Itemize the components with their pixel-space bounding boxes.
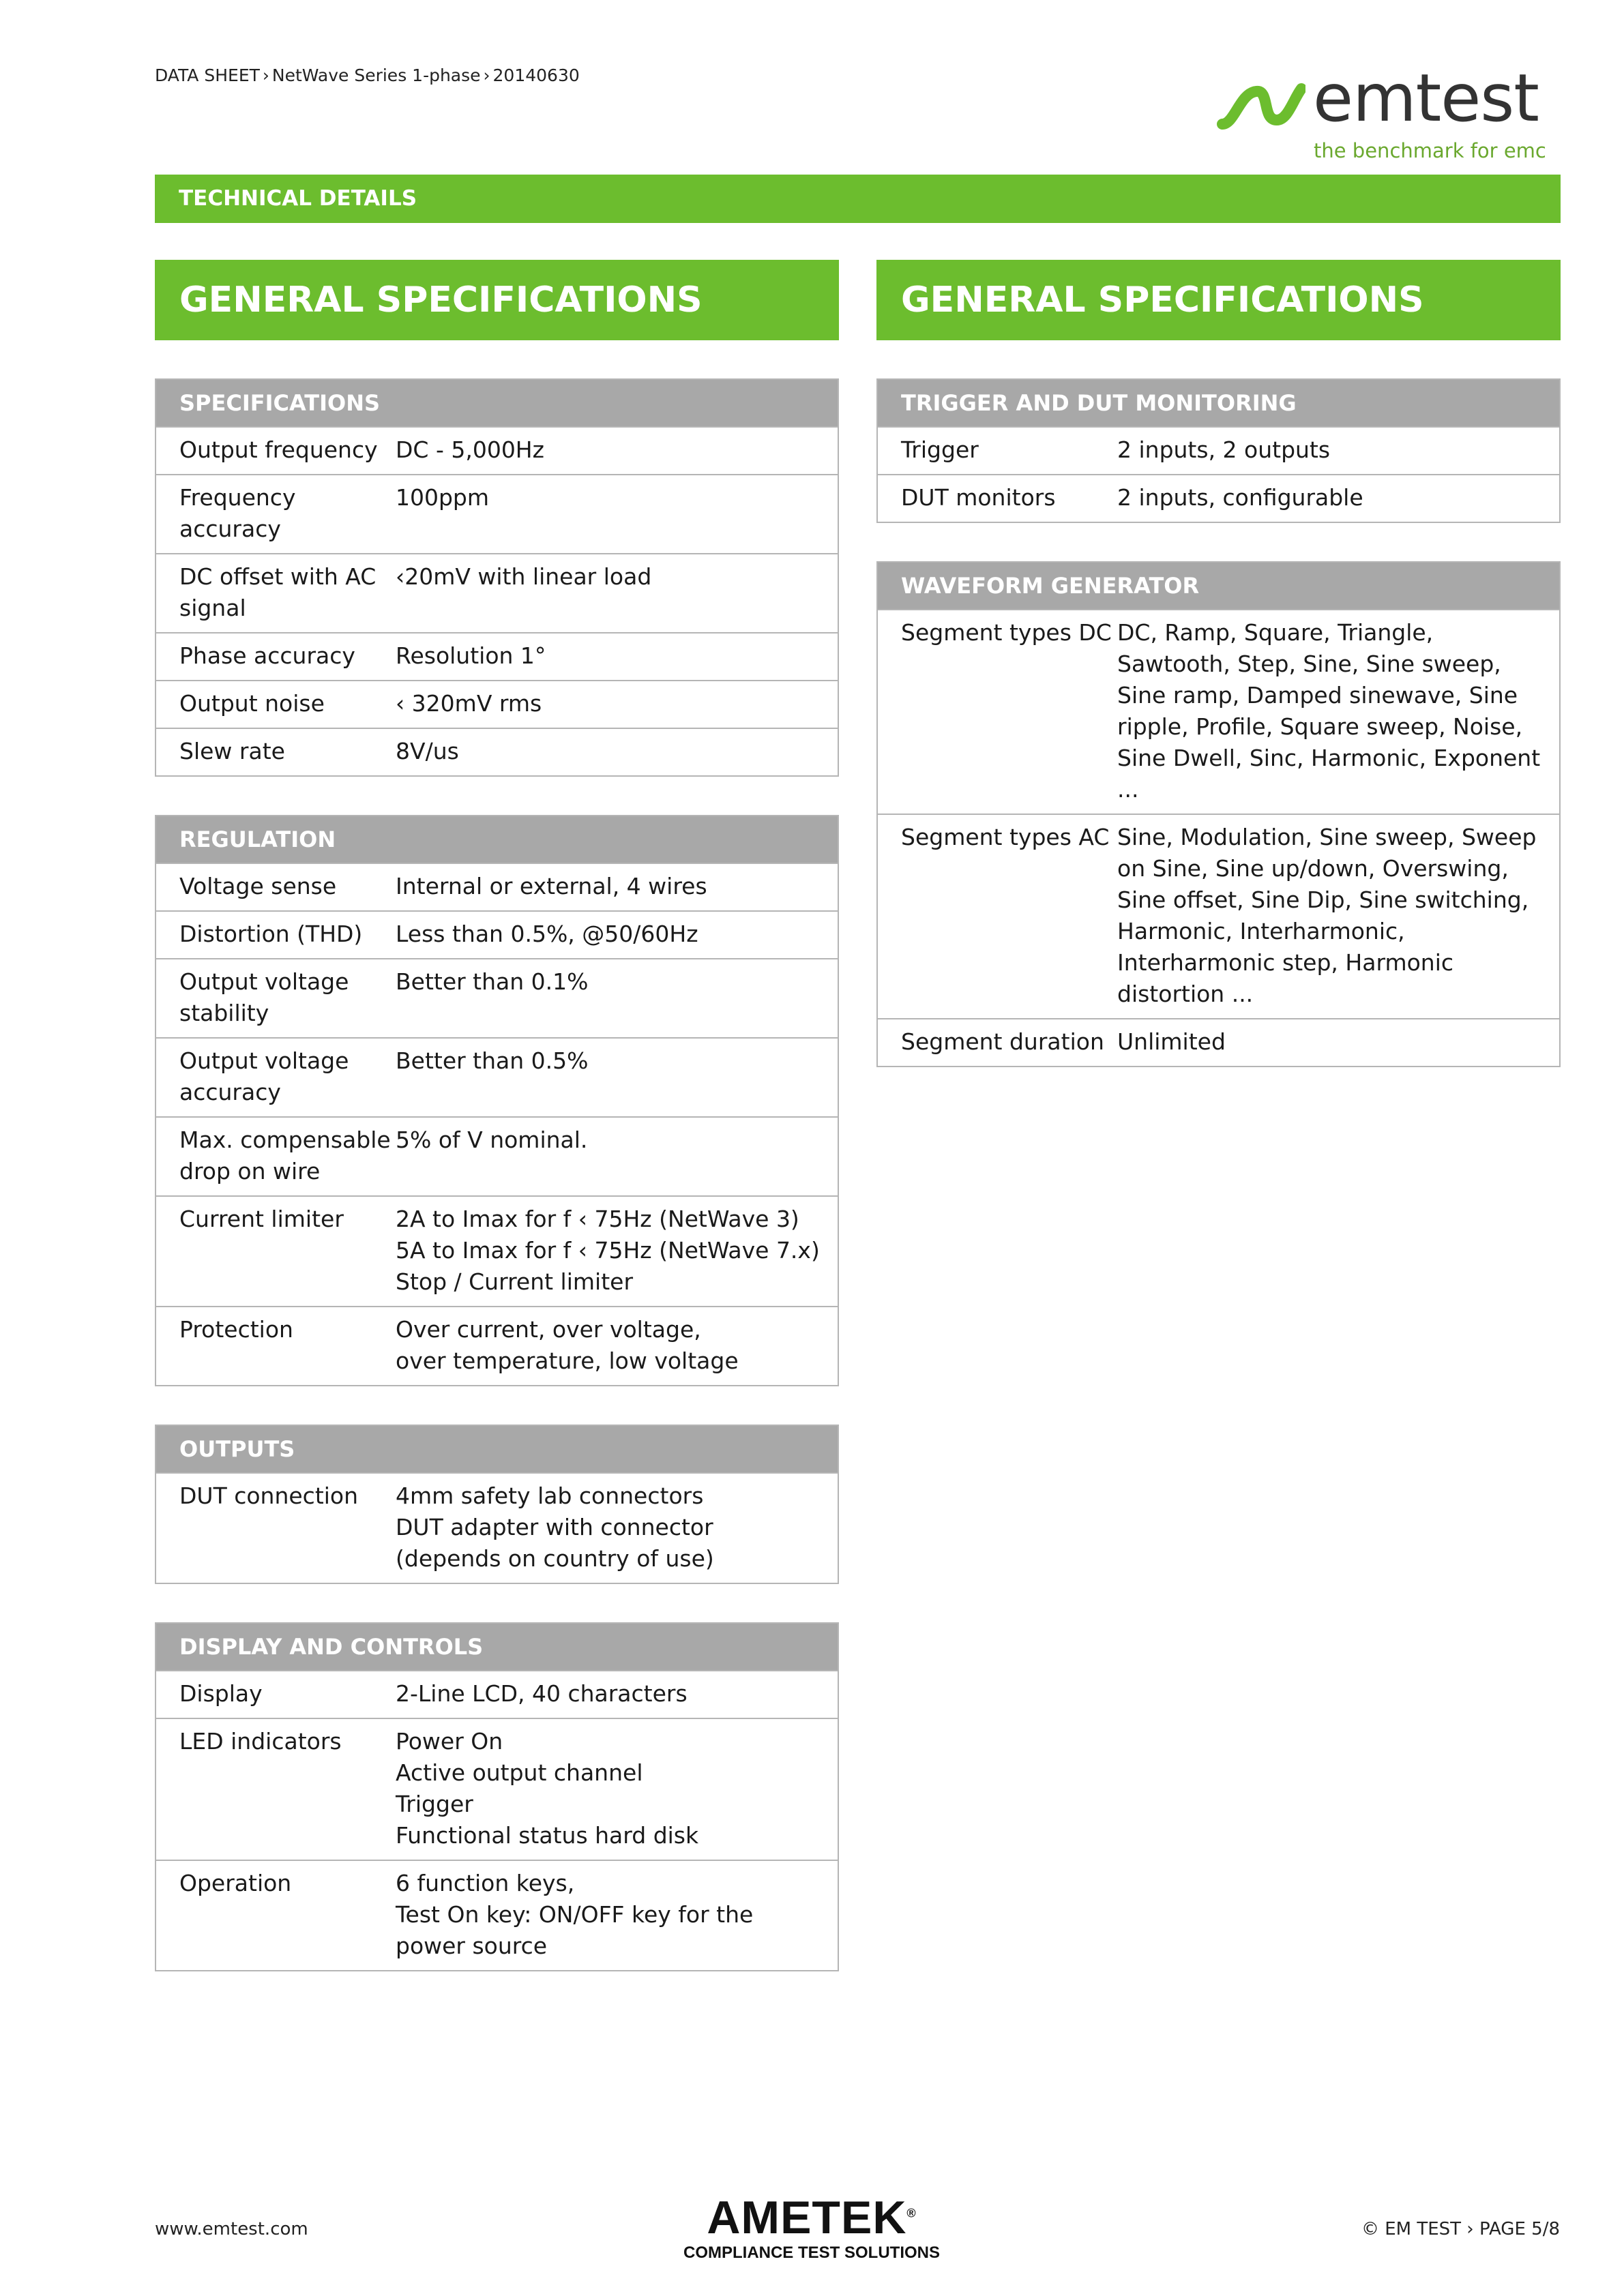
breadcrumb-item: DATA SHEET (155, 65, 260, 85)
registered-mark: ® (906, 2206, 917, 2220)
row-value: DC - 5,000Hz (396, 436, 544, 463)
row-value: Better than 0.5% (396, 1047, 589, 1074)
spec-table-specifications (155, 378, 839, 777)
row-label: Operation (179, 1870, 292, 1896)
row-label: Output noise (179, 690, 325, 717)
row-label: Trigger (901, 436, 979, 463)
row-label: Output frequency (179, 436, 378, 463)
row-value: 100ppm (396, 484, 490, 511)
row-label: LED indicators (179, 1728, 342, 1755)
row-value: 8V/us (396, 738, 459, 764)
table-row (156, 1195, 838, 1306)
row-label: Voltage sense (179, 873, 337, 899)
table-row (156, 680, 838, 728)
table-heading: DISPLAY AND CONTROLS (156, 1624, 838, 1670)
table-row (878, 609, 1559, 814)
row-label: Segment duration (901, 1028, 1104, 1055)
row-label: Segment types AC (901, 824, 1110, 850)
row-value: 2 inputs, configurable (1117, 484, 1363, 511)
spec-table-trigger-dut (876, 378, 1561, 523)
breadcrumb (155, 65, 580, 85)
row-value: Resolution 1° (396, 642, 546, 669)
row-label: DC offset with AC signal (179, 563, 377, 621)
logo-tagline: the benchmark for emc (1314, 139, 1546, 162)
row-label: DUT monitors (901, 484, 1056, 511)
row-label: Current limiter (179, 1206, 344, 1232)
spec-table-display-controls (155, 1622, 839, 1971)
row-value: 4mm safety lab connectors DUT adapter with connector (depends on country of use) (396, 1482, 714, 1572)
ametek-name: AMETEK (707, 2192, 907, 2243)
row-value: 5% of V nominal. (396, 1127, 588, 1153)
row-label: Display (179, 1680, 263, 1707)
table-row (156, 1718, 838, 1860)
right-column (876, 260, 1561, 1105)
column-title: GENERAL SPECIFICATIONS (876, 260, 1561, 340)
row-value: 2-Line LCD, 40 characters (396, 1680, 688, 1707)
table-row (878, 814, 1559, 1018)
table-row (156, 474, 838, 553)
row-value: Less than 0.5%, @50/60Hz (396, 921, 698, 947)
table-row (156, 1860, 838, 1970)
row-value: ‹ 320mV rms (396, 690, 542, 717)
left-column (155, 260, 839, 2010)
ametek-logo (682, 2194, 941, 2263)
logo-wordmark: emtest (1313, 60, 1539, 136)
section-bar: TECHNICAL DETAILS (155, 175, 1561, 223)
row-label: DUT connection (179, 1482, 359, 1509)
footer-url-link[interactable]: www.emtest.com (155, 2219, 308, 2239)
row-value: Over current, over voltage, over temperature, low voltage (396, 1316, 739, 1374)
table-row (156, 910, 838, 958)
table-row (156, 1037, 838, 1116)
row-label: Protection (179, 1316, 293, 1343)
row-value: 2A to Imax for f ‹ 75Hz (NetWave 3) 5A to Imax for f ‹ 75Hz (NetWave 7.x) Stop / Current limiter (396, 1206, 820, 1295)
ametek-wordmark (682, 2194, 941, 2241)
page-number: © EM TEST › PAGE 5/8 (1361, 2219, 1560, 2239)
row-value: ‹20mV with linear load (396, 563, 652, 590)
row-label: Output voltage stability (179, 968, 349, 1026)
table-row (156, 632, 838, 680)
row-value: Power On Active output channel Trigger Functional status hard disk (396, 1728, 699, 1849)
breadcrumb-item: NetWave Series 1-phase (271, 65, 481, 85)
row-label: Slew rate (179, 738, 285, 764)
breadcrumb-item: 20140630 (492, 65, 580, 85)
table-row (156, 426, 838, 474)
row-value: DC, Ramp, Square, Triangle, Sawtooth, Step, Sine, Sine sweep, Sine ramp, Damped sinewave, Sine ripple, Profile, Square sweep, Noise, Sine Dwell, Sinc, Harmonic, Exponent ... (1117, 619, 1541, 803)
row-value: Sine, Modulation, Sine sweep, Sweep on Sine, Sine up/down, Overswing, Sine offset, Sine Dip, Sine switching, Harmonic, Interharmonic, Interharmonic step, Harmonic distortion ... (1117, 824, 1537, 1007)
row-value: Internal or external, 4 wires (396, 873, 707, 899)
table-row (156, 1116, 838, 1195)
table-row (156, 728, 838, 775)
spec-table-regulation (155, 815, 839, 1386)
table-heading: SPECIFICATIONS (156, 380, 838, 426)
table-heading: OUTPUTS (156, 1426, 838, 1472)
row-label: Max. compensable drop on wire (179, 1127, 391, 1184)
table-row (156, 863, 838, 910)
wave-logo-icon (1217, 79, 1305, 134)
table-row (156, 958, 838, 1037)
row-label: Segment types DC (901, 619, 1112, 646)
row-value: 2 inputs, 2 outputs (1117, 436, 1331, 463)
table-heading: WAVEFORM GENERATOR (878, 563, 1559, 609)
ametek-subtitle: COMPLIANCE TEST SOLUTIONS (683, 2243, 940, 2262)
row-value: Better than 0.1% (396, 968, 589, 995)
row-value: Unlimited (1117, 1028, 1226, 1055)
row-value: 6 function keys, Test On key: ON/OFF key for the power source (396, 1870, 754, 1959)
table-row (878, 474, 1559, 522)
table-row (156, 553, 838, 632)
table-row (156, 1306, 838, 1385)
table-row (878, 426, 1559, 474)
table-row (878, 1018, 1559, 1066)
table-row (156, 1472, 838, 1583)
spec-table-outputs (155, 1425, 839, 1584)
emtest-logo (1214, 60, 1555, 175)
row-label: Phase accuracy (179, 642, 355, 669)
table-row (156, 1670, 838, 1718)
breadcrumb-separator: › (262, 65, 269, 85)
row-label: Distortion (THD) (179, 921, 363, 947)
row-label: Output voltage accuracy (179, 1047, 349, 1105)
row-label: Frequency accuracy (179, 484, 296, 542)
spec-table-waveform-generator (876, 561, 1561, 1067)
table-heading: REGULATION (156, 816, 838, 863)
column-title: GENERAL SPECIFICATIONS (155, 260, 839, 340)
breadcrumb-separator: › (483, 65, 490, 85)
table-heading: TRIGGER AND DUT MONITORING (878, 380, 1559, 426)
